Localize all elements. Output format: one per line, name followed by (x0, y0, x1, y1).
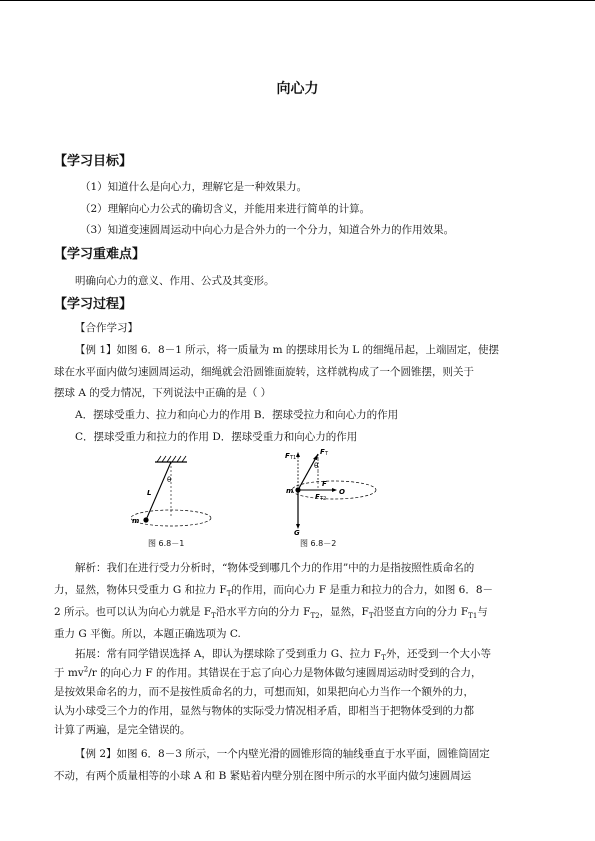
fig1-label-theta: θ (167, 476, 172, 484)
goal-item: （1）知道什么是向心力，理解它是一种效果力。 (80, 181, 308, 193)
fig2-label-theta: θ (314, 462, 319, 470)
fig1-label-L: L (147, 489, 152, 497)
extension-line: 计算了两遍，是完全错误的。 (54, 724, 191, 736)
figure-force-analysis (282, 446, 392, 536)
example1-line: 摆球 A 的受力情况，下列说法中正确的是（ ） (54, 387, 272, 399)
extension-line: 拓展：常有同学错误选择 A，即认为摆球除了受到重力 G、拉力 $F_T$外，还受到一个大小等 (75, 648, 491, 663)
fig2-label-G: G (294, 529, 300, 536)
goal-item: （2）理解向心力公式的确切含义，并能用来进行简单的计算。 (80, 203, 371, 215)
fig2-sub-T2: T2 (320, 496, 327, 502)
option-line: A．摆球受重力、拉力和向心力的作用 B．摆球受拉力和向心力的作用 (75, 409, 399, 421)
figure-conical-pendulum (125, 450, 245, 540)
fig2-label-m: m (286, 487, 294, 495)
extension-line: 是按效果命名的力，而不是按性质命名的力，可想而知，如果把向心力当作一个额外的力， (54, 686, 474, 698)
option-line: C．摆球受重力和拉力的作用 D．摆球受重力和向心力的作用 (75, 431, 358, 443)
fig2-label-FT1: F (285, 452, 290, 460)
figure1-caption: 图 6.8－1 (148, 539, 185, 548)
example1-line: 球在水平面内做匀速圆周运动，细绳就会沿圆锥面旋转，这样就构成了一个圆锥摆，则关于 (54, 366, 474, 378)
example1-line: 【例 1】如图 6．8－1 所示，将一质量为 m 的摆球用长为 L 的细绳吊起，上端固定，使摆 (75, 344, 500, 356)
analysis-line: 力，显然，物体只受重力 G 和拉力 $F_T$的作用，而向心力 F 是重力和拉力的合力，如图 6．8－ (54, 584, 494, 599)
analysis-line: 解析：我们在进行受力分析时，“物体受到哪几个力的作用”中的力是指按照性质命名的 (75, 562, 475, 574)
fig2-sub-T1: T1 (290, 455, 297, 461)
extension-line: 于 $mv^2/r$ 的向心力 F 的作用。其错误在于忘了向心力是物体做匀速圆周运动时受到的合力， (54, 665, 482, 679)
process-heading: 【学习过程】 (54, 297, 133, 312)
fig2-label-FT: F (320, 448, 325, 456)
figure2-caption: 图 6.8－2 (300, 539, 337, 548)
analysis-line: 2 所示。也可以认为向心力就是 $F_T$沿水平方向的分力 $F_{T2}$，显然，$F_T$沿竖直方向的分力 $F_{T1}$与 (54, 606, 488, 621)
fig2-label-F: F (322, 480, 327, 488)
extension-line: 认为小球受三个力的作用，显然与物体的实际受力情况相矛盾，即相当于把物体受到的力都 (54, 705, 474, 717)
goal-item: （3）知道变速圆周运动中向心力是合外力的一个分力，知道合外力的作用效果。 (80, 224, 455, 236)
example2-line: 【例 2】如图 6．8－3 所示，一个内壁光滑的圆锥形筒的轴线垂直于水平面，圆锥筒固定 (75, 748, 490, 760)
example2-line: 不动，有两个质量相等的小球 A 和 B 紧贴着内壁分别在图中所示的水平面内做匀速圆周运 (54, 770, 472, 782)
goals-heading: 【学习目标】 (54, 154, 133, 169)
fig2-label-FT2: F (315, 493, 320, 501)
keypoints-heading: 【学习重难点】 (54, 247, 146, 262)
fig1-label-m: m (132, 517, 140, 525)
fig2-label-O: O (339, 488, 345, 496)
fig2-sub-T: T (325, 451, 329, 457)
analysis-line: 重力 G 平衡。所以，本题正确选项为 C. (54, 628, 241, 640)
top-rule (0, 0, 595, 1)
keypoints-text: 明确向心力的意义、作用、公式及其变形。 (75, 275, 275, 287)
cooperative-study-label: 【合作学习】 (75, 322, 138, 334)
page-title: 向心力 (276, 81, 319, 97)
